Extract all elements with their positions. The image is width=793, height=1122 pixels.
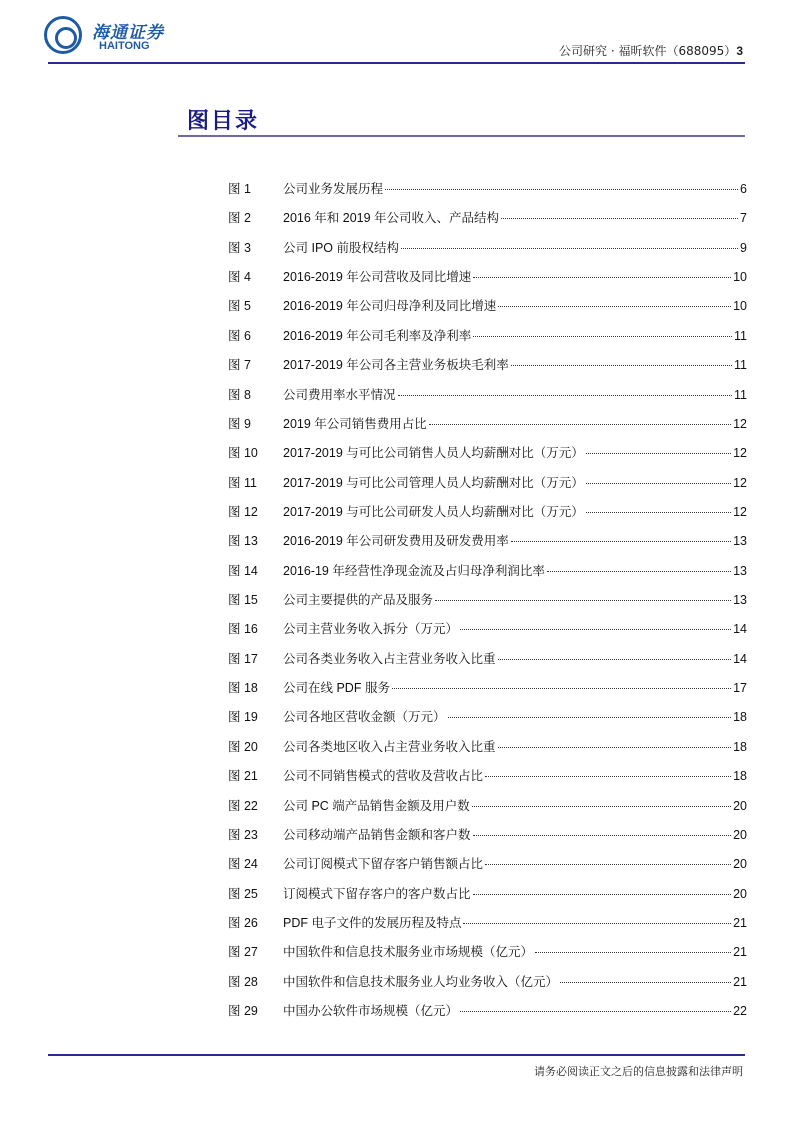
dot-leader <box>473 277 731 278</box>
dot-leader <box>473 894 732 895</box>
figure-page-number: 21 <box>733 945 747 960</box>
figure-page-number: 7 <box>740 211 747 226</box>
figure-number: 图 26 <box>228 915 258 930</box>
figure-number: 图 10 <box>228 446 258 461</box>
toc-entry[interactable] <box>228 502 747 531</box>
figure-page-number: 10 <box>733 299 747 314</box>
figure-caption: 2016-2019 年公司营收及同比增速 <box>283 270 472 285</box>
dot-leader <box>429 424 731 425</box>
figure-page-number: 13 <box>733 593 747 608</box>
figure-caption: 2016-2019 年公司毛利率及净利率 <box>283 328 472 343</box>
figure-caption: PDF 电子文件的发展历程及特点 <box>283 915 462 930</box>
page-title: 图目录 <box>187 109 260 134</box>
figure-number: 图 5 <box>228 299 251 314</box>
page-number: 3 <box>736 44 743 58</box>
toc-entry[interactable] <box>228 355 747 384</box>
figure-page-number: 11 <box>734 328 747 343</box>
dot-leader <box>392 688 731 689</box>
figure-page-number: 10 <box>733 270 747 285</box>
figure-number: 图 28 <box>228 974 258 989</box>
toc-entry[interactable] <box>228 238 747 267</box>
toc-entry[interactable] <box>228 737 747 766</box>
dot-leader <box>473 835 732 836</box>
figure-page-number: 18 <box>733 710 747 725</box>
figure-page-number: 11 <box>734 358 747 373</box>
toc-entry[interactable] <box>228 884 747 913</box>
figure-number: 图 18 <box>228 681 258 696</box>
figure-number: 图 13 <box>228 534 258 549</box>
figure-page-number: 14 <box>733 622 747 637</box>
dot-leader <box>586 453 731 454</box>
dot-leader <box>586 512 731 513</box>
toc-entry[interactable] <box>228 678 747 707</box>
figure-caption: 订阅模式下留存客户的客户数占比 <box>283 886 471 901</box>
dot-leader <box>586 483 731 484</box>
figure-caption: 公司主营业务收入拆分（万元） <box>283 622 459 637</box>
dot-leader <box>485 776 731 777</box>
figure-number: 图 11 <box>228 475 257 490</box>
figure-page-number: 9 <box>740 240 747 255</box>
dot-leader <box>511 541 731 542</box>
figure-number: 图 7 <box>228 358 251 373</box>
figure-page-number: 20 <box>733 886 747 901</box>
dot-leader <box>401 248 738 249</box>
figure-number: 图 21 <box>228 769 258 784</box>
logo-chinese-text: 海通证券 <box>92 23 164 43</box>
dot-leader <box>385 189 738 190</box>
figure-number: 图 14 <box>228 563 258 578</box>
figure-caption: 公司费用率水平情况 <box>283 387 396 402</box>
dot-leader <box>498 306 731 307</box>
figure-number: 图 15 <box>228 593 258 608</box>
dot-leader <box>511 365 732 366</box>
figure-caption: 公司业务发展历程 <box>283 182 384 196</box>
figure-number: 图 20 <box>228 739 258 754</box>
figure-number: 图 22 <box>228 798 258 813</box>
figure-number: 图 4 <box>228 270 251 285</box>
figure-caption: 2019 年公司销售费用占比 <box>283 416 427 431</box>
haitong-logo <box>44 16 179 58</box>
header-report-name: 公司研究 · 福昕软件（688095） <box>559 44 737 58</box>
figure-number: 图 25 <box>228 886 258 901</box>
toc-entry[interactable] <box>228 531 747 560</box>
figure-page-number: 22 <box>733 1004 747 1019</box>
figure-caption: 公司 IPO 前股权结构 <box>283 240 399 255</box>
figure-page-number: 21 <box>733 915 747 930</box>
dot-leader <box>435 600 731 601</box>
figure-page-number: 12 <box>733 416 747 431</box>
figure-caption: 公司移动端产品销售金额和客户数 <box>283 827 471 842</box>
toc-entry[interactable] <box>228 267 747 296</box>
toc-entry[interactable] <box>228 561 747 590</box>
figure-page-number: 12 <box>733 504 747 519</box>
figure-page-number: 12 <box>733 446 747 461</box>
figure-number: 图 23 <box>228 827 258 842</box>
figure-caption: 公司各地区营收金额（万元） <box>283 710 446 725</box>
dot-leader <box>498 659 732 660</box>
toc-entry[interactable] <box>228 619 747 648</box>
logo-english-text: HAITONG <box>99 40 150 52</box>
figure-page-number: 21 <box>733 974 747 989</box>
figure-caption: 公司不同销售模式的营收及营收占比 <box>283 769 484 784</box>
figure-number: 图 27 <box>228 945 258 960</box>
figure-number: 图 24 <box>228 857 258 872</box>
figure-caption: 2016-2019 年公司研发费用及研发费用率 <box>283 534 509 549</box>
figure-caption: 公司 PC 端产品销售金额及用户数 <box>283 798 470 813</box>
footer-divider <box>48 1054 745 1056</box>
toc-entry[interactable] <box>228 649 747 678</box>
figure-caption: 公司各类地区收入占主营业务收入比重 <box>283 739 496 754</box>
figure-number: 图 6 <box>228 328 251 343</box>
toc-entry[interactable] <box>228 766 747 795</box>
header-divider <box>48 62 745 64</box>
figure-page-number: 20 <box>733 857 747 872</box>
figure-caption: 公司主要提供的产品及服务 <box>283 593 434 608</box>
title-divider <box>178 135 745 137</box>
toc-entry[interactable] <box>228 854 747 883</box>
figure-page-number: 13 <box>733 563 747 578</box>
toc-entry[interactable] <box>228 179 747 208</box>
figure-page-number: 14 <box>733 651 747 666</box>
figure-caption: 中国办公软件市场规模（亿元） <box>283 1004 459 1019</box>
dot-leader <box>460 1011 731 1012</box>
figure-page-number: 6 <box>740 182 747 196</box>
dot-leader <box>560 982 731 983</box>
toc-entry[interactable] <box>228 326 747 355</box>
toc-entry[interactable] <box>228 972 747 1001</box>
figure-caption: 2016-2019 年公司归母净利及同比增速 <box>283 299 497 314</box>
figure-page-number: 18 <box>733 739 747 754</box>
toc-entry[interactable] <box>228 796 747 825</box>
dot-leader <box>472 806 731 807</box>
figure-number: 图 2 <box>228 211 251 226</box>
figure-page-number: 20 <box>733 827 747 842</box>
figure-number: 图 1 <box>228 182 251 196</box>
toc-entry[interactable] <box>228 707 747 736</box>
dot-leader <box>460 629 731 630</box>
dot-leader <box>473 336 732 337</box>
haitong-logo-icon <box>44 16 82 54</box>
dot-leader <box>535 952 731 953</box>
dot-leader <box>501 218 738 219</box>
figure-caption: 公司在线 PDF 服务 <box>283 681 390 696</box>
dot-leader <box>547 571 731 572</box>
figure-number: 图 9 <box>228 416 251 431</box>
figure-number: 图 12 <box>228 504 258 519</box>
figure-page-number: 12 <box>733 475 747 490</box>
toc-entry[interactable] <box>228 590 747 619</box>
figure-caption: 公司各类业务收入占主营业务收入比重 <box>283 651 496 666</box>
dot-leader <box>448 717 732 718</box>
figure-number: 图 29 <box>228 1004 258 1019</box>
dot-leader <box>498 747 732 748</box>
toc-entry[interactable] <box>228 443 747 472</box>
toc-entry[interactable] <box>228 473 747 502</box>
figure-caption: 中国软件和信息技术服务业人均业务收入（亿元） <box>283 974 559 989</box>
figure-caption: 2016-19 年经营性净现金流及占归母净利润比率 <box>283 563 545 578</box>
toc-entry[interactable] <box>228 296 747 325</box>
figure-list <box>228 179 747 1030</box>
toc-entry[interactable] <box>228 1001 747 1030</box>
header-title <box>559 42 743 59</box>
dot-leader <box>463 923 731 924</box>
figure-page-number: 17 <box>733 681 747 696</box>
figure-number: 图 17 <box>228 651 258 666</box>
toc-entry[interactable] <box>228 208 747 237</box>
figure-caption: 2017-2019 与可比公司管理人员人均薪酬对比（万元） <box>283 475 584 490</box>
footer-disclaimer: 请务必阅读正文之后的信息披露和法律声明 <box>534 1065 743 1078</box>
dot-leader <box>485 864 731 865</box>
figure-page-number: 11 <box>734 387 747 402</box>
toc-entry[interactable] <box>228 385 747 414</box>
figure-page-number: 18 <box>733 769 747 784</box>
figure-number: 图 16 <box>228 622 258 637</box>
figure-number: 图 19 <box>228 710 258 725</box>
figure-caption: 2017-2019 与可比公司研发人员人均薪酬对比（万元） <box>283 504 584 519</box>
figure-caption: 2017-2019 与可比公司销售人员人均薪酬对比（万元） <box>283 446 584 461</box>
figure-number: 图 8 <box>228 387 251 402</box>
toc-entry[interactable] <box>228 942 747 971</box>
figure-caption: 中国软件和信息技术服务业市场规模（亿元） <box>283 945 534 960</box>
figure-caption: 2017-2019 年公司各主营业务板块毛利率 <box>283 358 509 373</box>
toc-entry[interactable] <box>228 414 747 443</box>
dot-leader <box>398 395 733 396</box>
figure-caption: 2016 年和 2019 年公司收入、产品结构 <box>283 211 500 226</box>
figure-number: 图 3 <box>228 240 251 255</box>
figure-page-number: 13 <box>733 534 747 549</box>
figure-page-number: 20 <box>733 798 747 813</box>
figure-caption: 公司订阅模式下留存客户销售额占比 <box>283 857 484 872</box>
toc-entry[interactable] <box>228 913 747 942</box>
toc-entry[interactable] <box>228 825 747 854</box>
